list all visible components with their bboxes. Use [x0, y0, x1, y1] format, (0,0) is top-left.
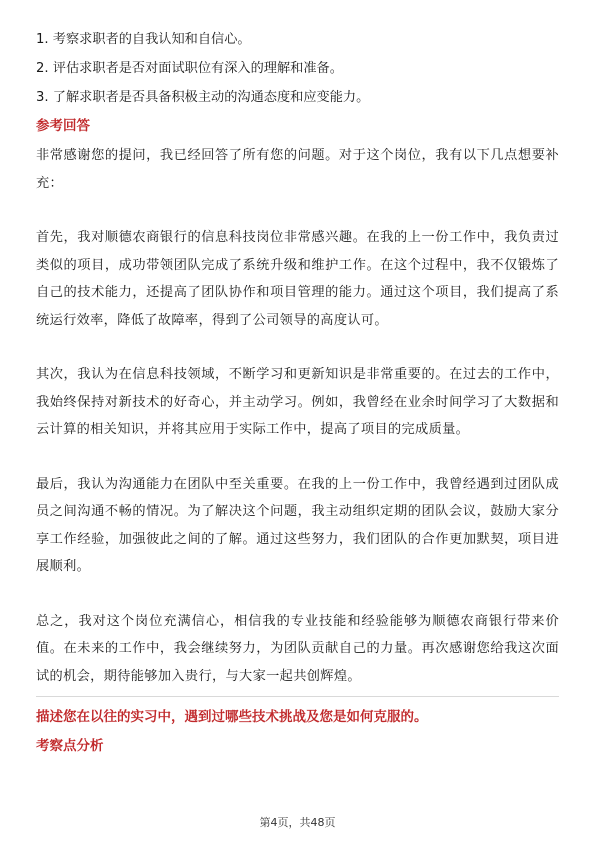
list-item: 1. 考察求职者的自我认知和自信心。 — [36, 32, 251, 47]
list-item: 2. 评估求职者是否对面试职位有深入的理解和准备。 — [36, 61, 343, 76]
answer-paragraph-conclusion: 总之，我对这个岗位充满信心，相信我的专业技能和经验能够为顺德农商银行带来价值。在未来的工作中，我会继续努力，为团队贡献自己的力量。再次感谢您给我这次面试的机会，期待能够加入贵行，与大家一起共创辉煌。 — [36, 613, 559, 684]
page-footer: 第4页，共48页 — [259, 816, 336, 829]
evaluation-points-list — [36, 30, 559, 107]
answer-paragraph-third: 最后，我认为沟通能力在团队中至关重要。在我的上一份工作中，我曾经遇到过团队成员之间沟通不畅的情况。为了解决这个问题，我主动组织定期的团队会议，鼓励大家分享工作经验，加强彼此之间的了解。通过这些努力，我们团队的合作更加默契，项目进展顺利。 — [36, 476, 559, 574]
reference-answer-heading: 参考回答 — [36, 118, 90, 134]
section-divider — [36, 696, 559, 697]
answer-paragraph-second: 其次，我认为在信息科技领域，不断学习和更新知识是非常重要的。在过去的工作中，我始终保持对新技术的好奇心，并主动学习。例如，我曾经在业余时间学习了大数据和云计算的相关知识，并将其应用于实际工作中，提高了项目的完成质量。 — [36, 367, 559, 437]
answer-paragraph-first: 首先，我对顺德农商银行的信息科技岗位非常感兴趣。在我的上一份工作中，我负责过类似的项目，成功带领团队完成了系统升级和维护工作。在这个过程中，我不仅锻炼了自己的技术能力，还提高了团队协作和项目管理的能力。通过这个项目，我们提高了系统运行效率，降低了故障率，得到了公司领导的高度认可。 — [36, 230, 559, 328]
list-item: 3. 了解求职者是否具备积极主动的沟通态度和应变能力。 — [36, 90, 370, 105]
next-question-heading: 描述您在以往的实习中，遇到过哪些技术挑战及您是如何克服的。 — [36, 709, 428, 725]
document-page — [36, 30, 559, 766]
answer-paragraph-intro: 非常感谢您的提问，我已经回答了所有您的问题。对于这个岗位，我有以下几点想要补充： — [36, 148, 559, 191]
analysis-heading: 考察点分析 — [36, 738, 104, 754]
